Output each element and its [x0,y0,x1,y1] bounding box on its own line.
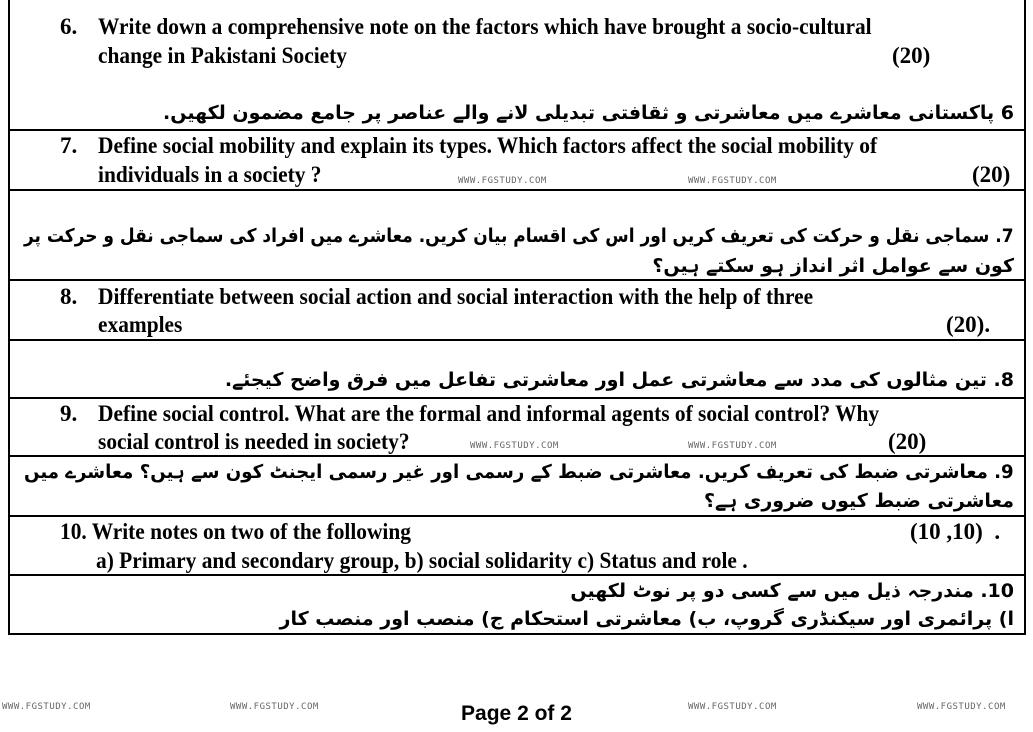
urdu-translation: 8. تین مثالوں کی مدد سے معاشرتی عمل اور معاشرتی تفاعل میں فرق واضح کیجئے. [224,369,1014,391]
question-9-urdu [10,457,1024,517]
page-number: Page 2 of 2 [461,702,572,725]
marks: (20) [892,43,931,68]
question-text-line: Differentiate between social action and social interaction with the help of three [98,284,814,309]
question-number: 6. [60,14,78,39]
watermark: WWW.FGSTUDY.COM [688,176,777,186]
watermark: WWW.FGSTUDY.COM [688,702,777,712]
question-text-line: examples [98,312,183,337]
exam-questions-table [8,0,1026,635]
question-10-urdu [10,576,1024,635]
marks: (10 ,10) . [910,519,1001,544]
urdu-translation-line: کون سے عوامل اثر انداز ہو سکتے ہیں؟ [652,255,1014,277]
urdu-translation-line: 10. مندرجہ ذیل میں سے کسی دو پر نوٹ لکھیں [570,580,1014,602]
question-text-line: change in Pakistani Society [98,43,347,68]
question-text-line: Define social mobility and explain its types. Which factors affect the social mobility of [98,133,878,158]
urdu-translation: 6 پاکستانی معاشرے میں معاشرتی و ثقافتی تبدیلی لانے والے عناصر پر جامع مضمون لکھیں. [163,102,1014,124]
question-text-line: Write down a comprehensive note on the factors which have brought a socio-cultural [98,14,872,39]
watermark: WWW.FGSTUDY.COM [917,702,1006,712]
urdu-translation-line: معاشرتی ضبط کیوں ضروری ہے؟ [704,490,1014,512]
watermark: WWW.FGSTUDY.COM [458,176,547,186]
question-text: Write notes on two of the following [91,519,411,544]
question-text-line: Define social control. What are the formal and informal agents of social control? Why [98,401,880,426]
question-6 [10,0,1024,131]
marks: (20). [946,312,991,337]
question-text-line: social control is needed in society? [98,429,410,454]
question-7-urdu [10,191,1024,281]
watermark: WWW.FGSTUDY.COM [688,441,777,451]
urdu-translation-line: 7. سماجی نقل و حرکت کی تعریف کریں اور اس کی اقسام بیان کریں. معاشرے میں افراد کی سماجی نقل و حرکت پر [24,225,1014,247]
question-text-line: individuals in a society ? [98,162,322,187]
watermark: WWW.FGSTUDY.COM [470,441,559,451]
watermark: WWW.FGSTUDY.COM [2,702,91,712]
urdu-translation-line: 9. معاشرتی ضبط کی تعریف کریں. معاشرتی ضبط کے رسمی اور غیر رسمی ایجنٹ کون سے ہیں؟ معاشرے میں [24,461,1014,483]
watermark: WWW.FGSTUDY.COM [230,702,319,712]
question-8-urdu [10,341,1024,399]
question-text-line: a) Primary and secondary group, b) social solidarity c) Status and role . [96,548,748,573]
question-text-line [60,517,411,546]
marks: (20) [972,162,1011,187]
question-number: 8. [60,284,78,309]
question-number: 10. [60,519,87,544]
marks: (20) [888,429,927,454]
urdu-translation-line: ا) پرائمری اور سیکنڈری گروپ، ب) معاشرتی استحکام ج) منصب اور منصب کار [279,608,1014,630]
question-number: 7. [60,133,78,158]
question-8 [10,281,1024,341]
question-10 [10,517,1024,576]
question-number: 9. [60,401,78,426]
